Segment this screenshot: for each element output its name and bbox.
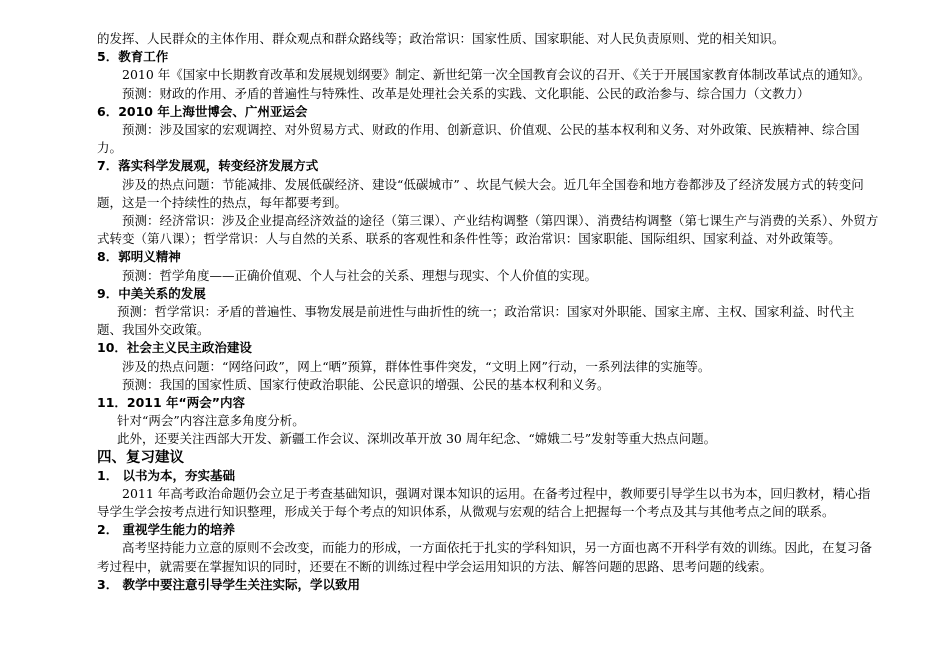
paragraph-other-hotspots: 此外，还要关注西部大开发、新疆工作会议、深圳改革开放 30 周年纪念、“嫦娥二号”发射等重大热点问题。	[117, 431, 717, 447]
paragraph-education-prediction: 预测：财政的作用、矛盾的普遍性与特殊性、改革是处理社会关系的实践、文化职能、公民的政治参与、综合国力（文教力）	[122, 85, 810, 101]
document-page	[97, 30, 879, 594]
paragraph-education-events: 2010 年《国家中长期教育改革和发展规划纲要》制定、新世纪第一次全国教育会议的召开、《关于开展国家教育体制改革试点的通知》。	[122, 67, 871, 83]
paragraph-politics-continued: 的发挥、人民群众的主体作用、群众观点和群众路线等；政治常识：国家性质、国家职能、对人民负责原则、党的相关知识。	[97, 31, 785, 46]
paragraph-expo-prediction: 预测：涉及国家的宏观调控、对外贸易方式、财政的作用、创新意识、价值观、公民的基本权利和义务、对外政策、民族精神、综合国力。	[97, 122, 860, 156]
paragraph-ability-training: 高考坚持能力立意的原则不会改变，而能力的形成，一方面依托于扎实的学科知识，另一方面也离不开科学有效的训练。因此，在复习备考过程中，就需要在掌握知识的同时，还要在不断的训练过程中学会运用知识的方法、解答问题的思路、思考问题的线索。	[97, 540, 873, 574]
heading-textbook-foundation: 1． 以书为本，夯实基础	[97, 467, 236, 483]
paragraph-sino-us-prediction: 预测：哲学常识：矛盾的普遍性、事物发展是前进性与曲折性的统一；政治常识：国家对外职能、国家主席、主权、国家利益、时代主题、我国外交政策。	[97, 304, 855, 338]
heading-two-sessions: 11．2011 年“两会”内容	[97, 395, 245, 411]
heading-democracy: 10．社会主义民主政治建设	[97, 340, 252, 356]
heading-sino-us: 9．中美关系的发展	[97, 285, 206, 301]
heading-guo-mingyi: 8．郭明义精神	[97, 249, 181, 265]
paragraph-two-sessions: 针对“两会”内容注意多角度分析。	[117, 413, 305, 429]
heading-education: 5．教育工作	[97, 49, 169, 65]
heading-scientific-development: 7．落实科学发展观，转变经济发展方式	[97, 158, 319, 174]
heading-ability-training: 2． 重视学生能力的培养	[97, 522, 236, 538]
section-heading-review-advice: 四、复习建议	[97, 449, 184, 466]
heading-expo-asian-games: 6．2010 年上海世博会、广州亚运会	[97, 103, 308, 119]
paragraph-guo-mingyi-prediction: 预测：哲学角度——正确价值观、个人与社会的关系、理想与现实、个人价值的实现。	[122, 267, 598, 283]
paragraph-development-prediction: 预测：经济常识：涉及企业提高经济效益的途径（第三课）、产业结构调整（第四课）、消费结构调整（第七课生产与消费的关系）、外贸方式转变（第八课）；哲学常识：人与自然的关系、联系的客观性和条件性等；政治常识：国家职能、国际组织、国家利益、对外政策等。	[97, 213, 879, 247]
paragraph-textbook-foundation: 2011 年高考政治命题仍会立足于考查基础知识，强调对课本知识的运用。在备考过程中，教师要引导学生以书为本，回归教材，精心指导学生学会按考点进行知识整理，形成关于每个考点的知识体系，从微观与宏观的结合上把握每一个考点及其与其他考点之间的联系。	[97, 485, 871, 520]
paragraph-development-hotspots: 涉及的热点问题：节能减排、发展低碳经济、建设“低碳城市” 、坎昆气候大会。近几年全国卷和地方卷都涉及了经济发展方式的转变问题，这是一个持续性的热点，每年都要考到。	[97, 176, 864, 210]
heading-focus-on-reality: 3． 教学中要注意引导学生关注实际，学以致用	[97, 576, 361, 592]
paragraph-democracy-prediction: 预测：我国的国家性质、国家行使政治职能、公民意识的增强、公民的基本权利和义务。	[122, 376, 610, 392]
paragraph-democracy-hotspots: 涉及的热点问题：“网络问政”，网上“晒”预算，群体性事件突发，“文明上网”行动，一系列法律的实施等。	[122, 358, 711, 374]
